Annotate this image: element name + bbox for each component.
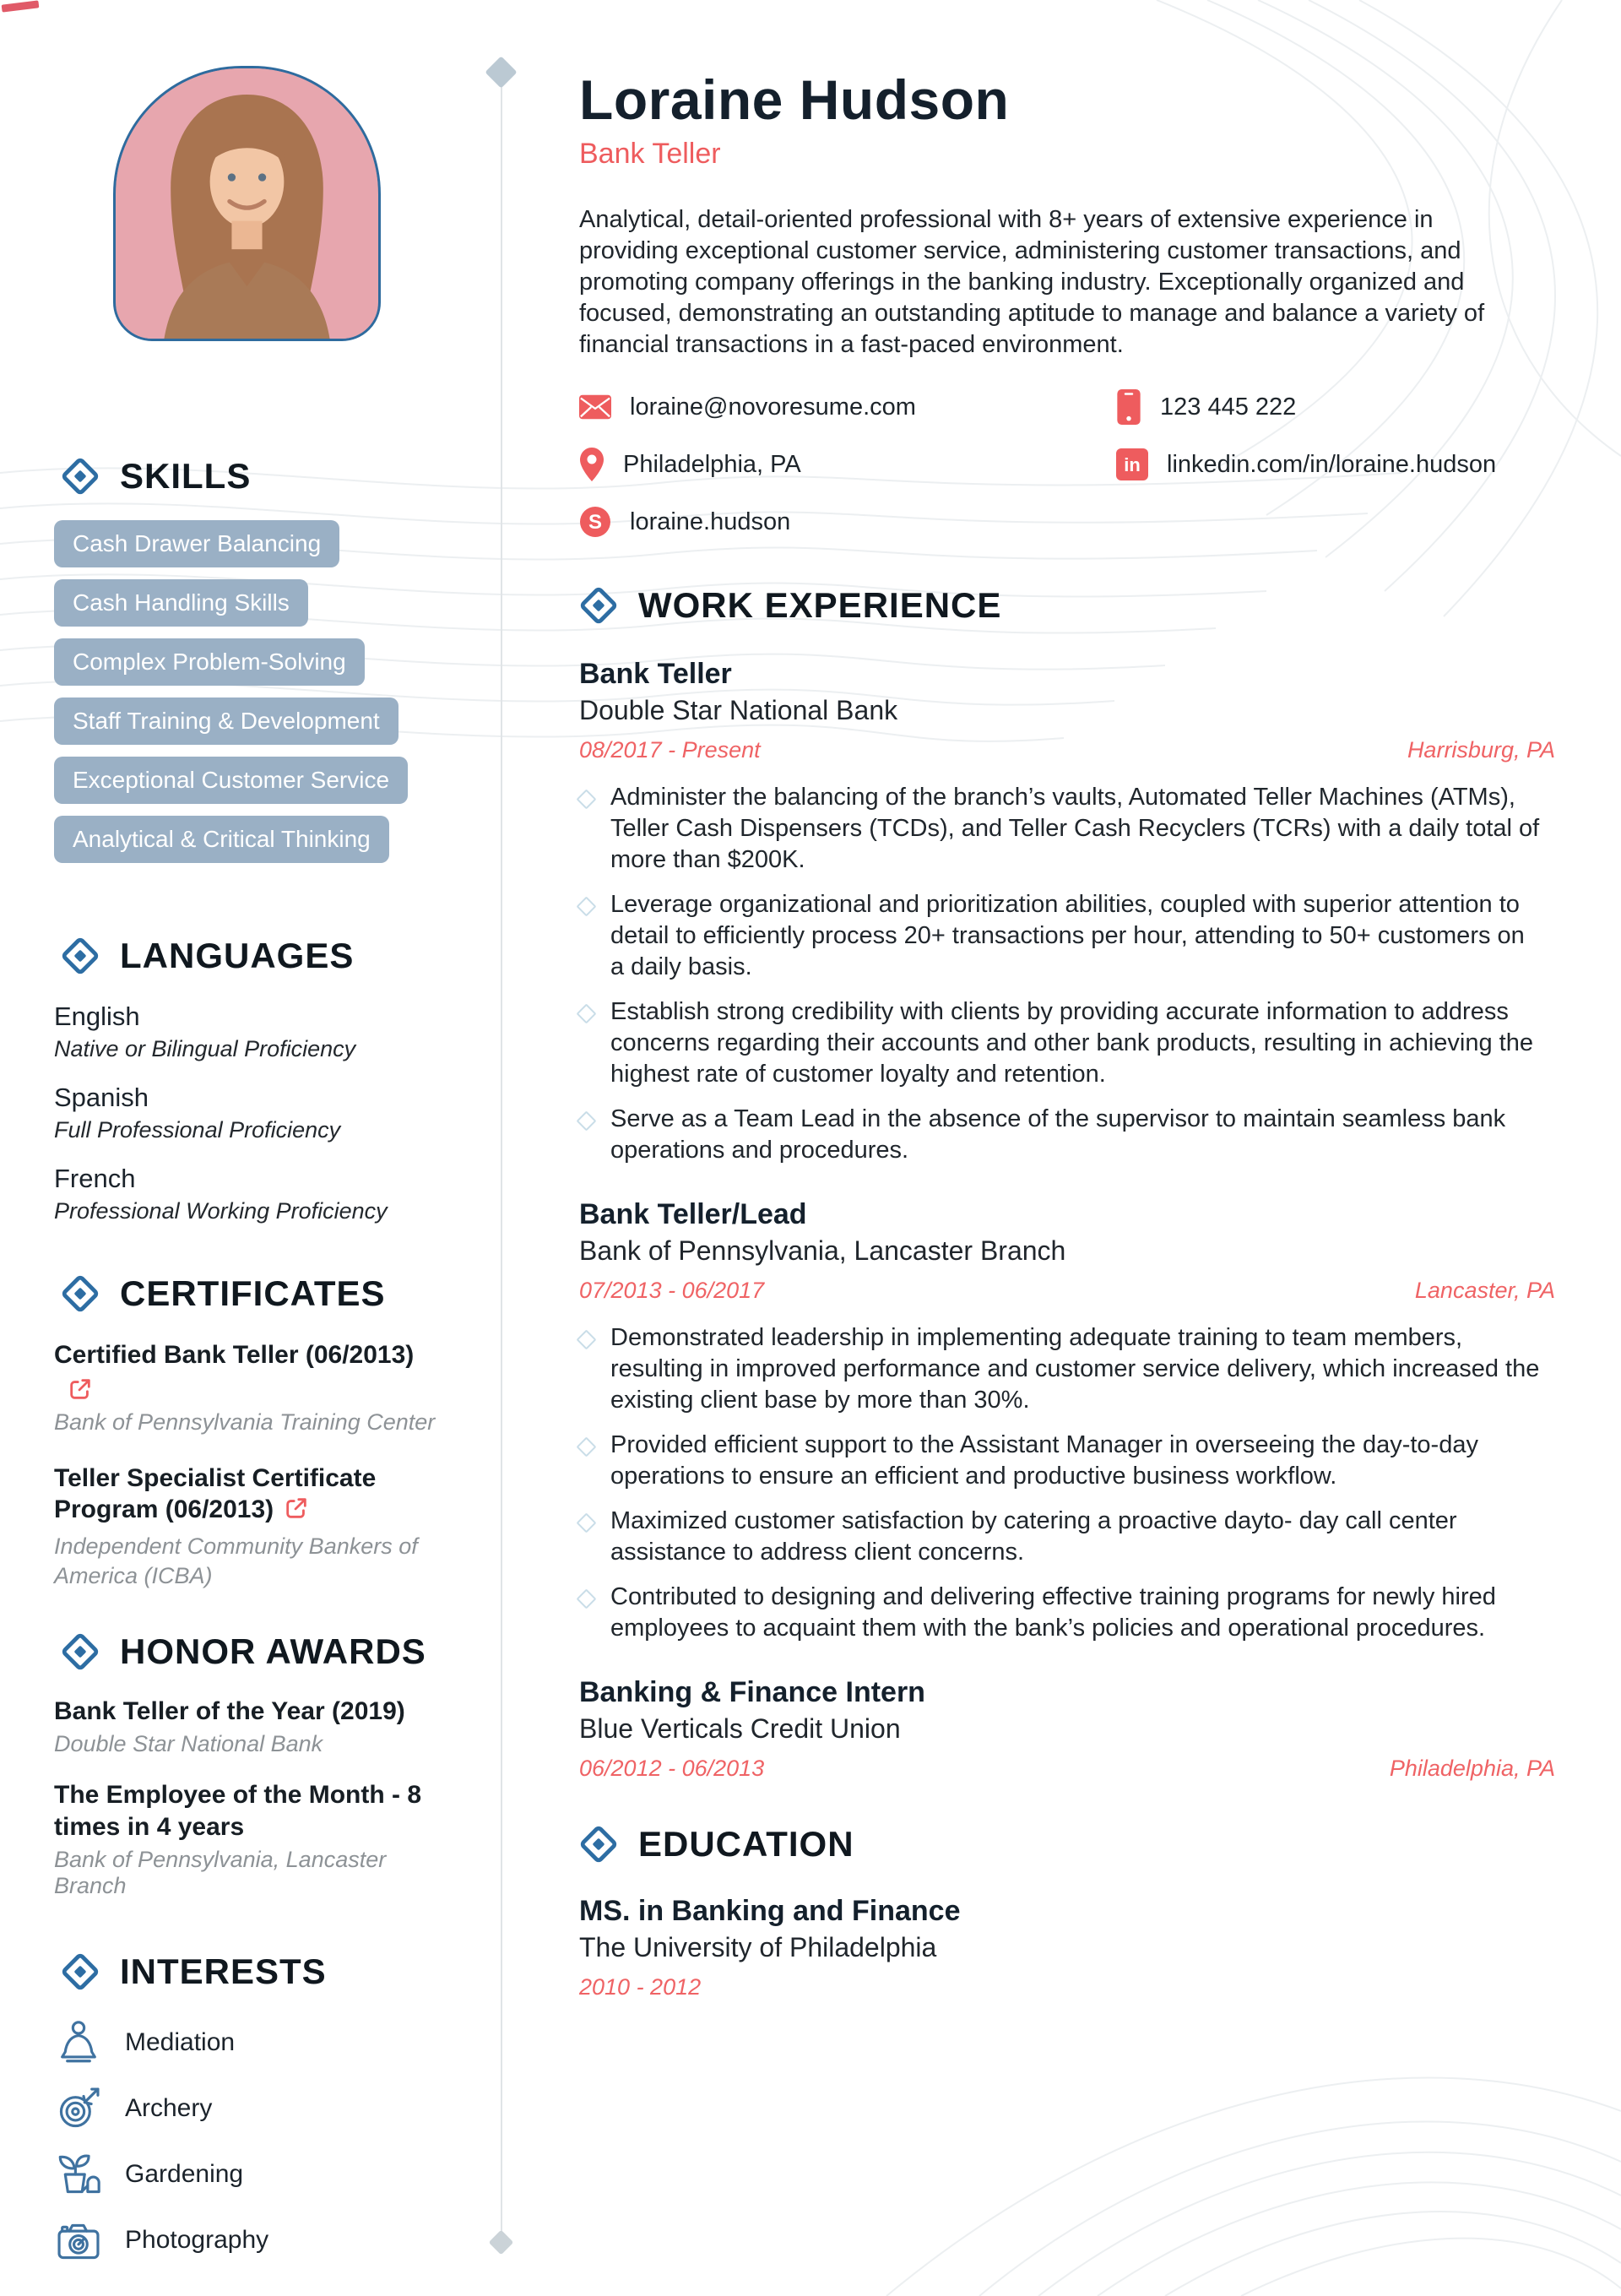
job-date-row bbox=[579, 1278, 1555, 1304]
language-item bbox=[54, 1001, 453, 1062]
bullet-item bbox=[579, 1506, 1555, 1568]
interests-heading: INTERESTS bbox=[120, 1951, 327, 1992]
interest-label: Gardening bbox=[125, 2160, 244, 2189]
certificate-title-text: Teller Specialist Certificate Program (06/2013) bbox=[54, 1463, 377, 1524]
bullet-text: Serve as a Team Lead in the absence of the supervisor to maintain seamless bank operations and procedures. bbox=[610, 1105, 1506, 1164]
job-title: Bank Teller/Lead bbox=[579, 1198, 807, 1231]
gardening-icon bbox=[54, 2150, 103, 2199]
job-title: Bank Teller bbox=[579, 658, 732, 691]
job-location: Lancaster, PA bbox=[1414, 1278, 1555, 1304]
column-divider-line bbox=[501, 83, 502, 2236]
bullet-text: Provided efficient support to the Assistant Manager in overseeing the day-to-day operations to ensure an efficient and productive business workflow. bbox=[610, 1431, 1478, 1490]
meditation-icon bbox=[54, 2018, 103, 2067]
certificate-issuer: Independent Community Bankers of America (ICBA) bbox=[54, 1533, 418, 1588]
interest-item bbox=[54, 2083, 453, 2134]
section-diamond-icon bbox=[61, 1274, 100, 1313]
bullet-text: Leverage organizational and prioritization abilities, coupled with superior attention to detail to efficiently process 20+ transactions per hour, attending to 50+ customers on a daily basis. bbox=[610, 891, 1525, 981]
section-diamond-icon bbox=[579, 1825, 618, 1864]
certificate-title bbox=[54, 1463, 444, 1526]
skill-tag: Cash Handling Skills bbox=[54, 579, 308, 627]
diamond-bullet-icon bbox=[576, 897, 596, 917]
contact-email-value[interactable]: loraine@novoresume.com bbox=[630, 393, 916, 421]
interest-item bbox=[54, 2017, 453, 2068]
honor-awards-list bbox=[54, 1696, 453, 1900]
email-icon bbox=[579, 391, 611, 423]
bullet-text: Contributed to designing and delivering effective training programs for newly hired employees to acquaint them with the bank’s policies and operational procedures. bbox=[610, 1583, 1496, 1642]
bullet-item bbox=[579, 889, 1555, 983]
job-entry bbox=[579, 1676, 1555, 1782]
interests-section-heading bbox=[61, 1951, 453, 1992]
archery-target-icon bbox=[54, 2084, 103, 2133]
award-item bbox=[54, 1779, 453, 1899]
education-heading: EDUCATION bbox=[638, 1824, 854, 1864]
bullet-item bbox=[579, 1430, 1555, 1492]
contact-column-left bbox=[579, 389, 1116, 540]
job-date-row bbox=[579, 1756, 1555, 1782]
language-name: English bbox=[54, 1001, 140, 1031]
skill-tag: Complex Problem-Solving bbox=[54, 638, 365, 686]
bullet-text: Maximized customer satisfaction by catering a proactive dayto- day call center assistance to address client concerns. bbox=[610, 1507, 1457, 1566]
certificates-section-heading bbox=[61, 1273, 453, 1314]
contact-location-row bbox=[579, 447, 1116, 482]
bullet-text: Establish strong credibility with clients by providing accurate information to address concerns regarding their accounts and other bank products, resulting in achieving the highest rate of customer loyalty and retention. bbox=[610, 998, 1533, 1088]
external-link-icon[interactable] bbox=[68, 1376, 93, 1402]
job-company: Blue Verticals Credit Union bbox=[579, 1713, 901, 1745]
main-column bbox=[579, 0, 1555, 2000]
diamond-bullet-icon bbox=[576, 1111, 596, 1132]
sidebar bbox=[54, 0, 453, 2281]
profile-photo bbox=[113, 66, 381, 341]
education-section-heading bbox=[579, 1824, 1555, 1864]
job-location: Philadelphia, PA bbox=[1389, 1756, 1555, 1782]
interest-label: Photography bbox=[125, 2226, 269, 2255]
contact-linkedin-row bbox=[1116, 447, 1496, 482]
award-title: Bank Teller of the Year (2019) bbox=[54, 1696, 405, 1725]
skills-list bbox=[54, 520, 453, 863]
bullet-item bbox=[579, 1322, 1555, 1416]
phone-icon bbox=[1116, 389, 1141, 425]
job-bullet-list bbox=[579, 782, 1555, 1166]
job-title: Banking & Finance Intern bbox=[579, 1676, 925, 1709]
diamond-bullet-icon bbox=[576, 1437, 596, 1457]
interest-label: Mediation bbox=[125, 2028, 236, 2057]
honor-awards-heading: HONOR AWARDS bbox=[120, 1631, 426, 1671]
job-dates: 06/2012 - 06/2013 bbox=[579, 1756, 765, 1782]
interest-item bbox=[54, 2215, 453, 2266]
contact-skype-row bbox=[579, 504, 1116, 540]
languages-list bbox=[54, 1001, 453, 1224]
award-issuer: Double Star National Bank bbox=[54, 1731, 323, 1757]
section-diamond-icon bbox=[579, 586, 618, 625]
contact-email-row bbox=[579, 389, 1116, 425]
profile-summary: Analytical, detail-oriented professional with 8+ years of extensive experience in providing exceptional customer service, administering customer transactions, and promoting company offerings in the banking industry. Exceptionally organized and focused, demonstrating an outstanding aptitude to manage and balance a variety of financial transactions in a fast-paced environment. bbox=[579, 206, 1485, 359]
bullet-text: Administer the balancing of the branch’s vaults, Automated Teller Machines (ATMs), Teller Cash Dispensers (TCDs), and Teller Cash Recyclers (TCRs) with a daily total of more than $200K. bbox=[610, 784, 1540, 874]
award-issuer: Bank of Pennsylvania, Lancaster Branch bbox=[54, 1847, 387, 1899]
job-company: Bank of Pennsylvania, Lancaster Branch bbox=[579, 1235, 1066, 1267]
camera-icon bbox=[54, 2216, 103, 2265]
contact-skype-value: loraine.hudson bbox=[630, 508, 791, 535]
bullet-item bbox=[579, 996, 1555, 1090]
award-title: The Employee of the Month - 8 times in 4 years bbox=[54, 1781, 422, 1841]
contact-column-right bbox=[1116, 389, 1496, 540]
diamond-bullet-icon bbox=[576, 1004, 596, 1024]
language-name: Spanish bbox=[54, 1083, 149, 1112]
linkedin-icon bbox=[1116, 448, 1148, 480]
job-bullet-list bbox=[579, 1322, 1555, 1644]
interests-list bbox=[54, 2017, 453, 2266]
bullet-item bbox=[579, 1104, 1555, 1166]
job-dates: 08/2017 - Present bbox=[579, 737, 761, 763]
education-school: The University of Philadelphia bbox=[579, 1932, 937, 1963]
skills-section-heading bbox=[61, 456, 453, 497]
bullet-item bbox=[579, 782, 1555, 876]
diamond-bullet-icon bbox=[576, 1330, 596, 1350]
honor-awards-section-heading bbox=[61, 1631, 453, 1672]
interest-label: Archery bbox=[125, 2094, 213, 2123]
contact-info bbox=[579, 389, 1555, 540]
section-diamond-icon bbox=[61, 936, 100, 975]
languages-heading: LANGUAGES bbox=[120, 936, 355, 975]
contact-location-value: Philadelphia, PA bbox=[623, 450, 801, 478]
external-link-icon[interactable] bbox=[284, 1495, 309, 1521]
skills-heading: SKILLS bbox=[120, 456, 252, 496]
job-date-row bbox=[579, 737, 1555, 763]
language-name: French bbox=[54, 1164, 136, 1193]
language-item bbox=[54, 1164, 453, 1224]
languages-section-heading bbox=[61, 936, 453, 976]
section-diamond-icon bbox=[61, 1952, 100, 1991]
bullet-item bbox=[579, 1582, 1555, 1644]
award-item bbox=[54, 1696, 453, 1758]
contact-phone-value: 123 445 222 bbox=[1160, 393, 1297, 421]
certificate-issuer: Bank of Pennsylvania Training Center bbox=[54, 1409, 436, 1435]
skill-tag: Cash Drawer Balancing bbox=[54, 520, 339, 567]
work-experience-section-heading bbox=[579, 585, 1555, 626]
section-diamond-icon bbox=[61, 1632, 100, 1671]
diamond-bullet-icon bbox=[576, 1513, 596, 1533]
language-level: Professional Working Proficiency bbox=[54, 1198, 388, 1224]
education-entry bbox=[579, 1895, 1555, 2000]
language-level: Native or Bilingual Proficiency bbox=[54, 1036, 356, 1061]
certificate-item bbox=[54, 1339, 453, 1437]
job-company: Double Star National Bank bbox=[579, 695, 898, 726]
language-item bbox=[54, 1083, 453, 1143]
certificate-item bbox=[54, 1463, 453, 1591]
diamond-bullet-icon bbox=[576, 1589, 596, 1609]
education-degree: MS. in Banking and Finance bbox=[579, 1895, 961, 1928]
person-job-title: Bank Teller bbox=[579, 138, 721, 171]
person-name: Loraine Hudson bbox=[579, 68, 1010, 131]
portrait-illustration bbox=[116, 68, 378, 339]
skill-tag: Analytical & Critical Thinking bbox=[54, 816, 389, 863]
skype-icon bbox=[579, 506, 611, 538]
svg-text:S: S bbox=[588, 511, 603, 535]
svg-text:in: in bbox=[1124, 454, 1141, 476]
language-level: Full Professional Proficiency bbox=[54, 1117, 341, 1143]
certificates-list bbox=[54, 1339, 453, 1591]
section-diamond-icon bbox=[61, 457, 100, 496]
bullet-text: Demonstrated leadership in implementing adequate training to team members, resulting in improved performance and customer service delivery, which increased the existing client base by more than 30%. bbox=[610, 1324, 1540, 1414]
job-entry bbox=[579, 1198, 1555, 1644]
skill-tag: Staff Training & Development bbox=[54, 697, 398, 745]
certificate-title: Certified Bank Teller (06/2013) bbox=[54, 1341, 415, 1369]
certificates-heading: CERTIFICATES bbox=[120, 1273, 386, 1313]
job-entry bbox=[579, 658, 1555, 1166]
location-pin-icon bbox=[579, 447, 604, 482]
interest-item bbox=[54, 2149, 453, 2200]
skill-tag: Exceptional Customer Service bbox=[54, 757, 408, 804]
job-location: Harrisburg, PA bbox=[1407, 737, 1555, 763]
contact-linkedin-value[interactable]: linkedin.com/in/loraine.hudson bbox=[1167, 450, 1497, 478]
job-dates: 07/2013 - 06/2017 bbox=[579, 1278, 765, 1304]
diamond-bullet-icon bbox=[576, 790, 596, 810]
contact-phone-row bbox=[1116, 389, 1496, 425]
work-experience-heading: WORK EXPERIENCE bbox=[638, 585, 1002, 626]
education-dates: 2010 - 2012 bbox=[579, 1974, 702, 2000]
